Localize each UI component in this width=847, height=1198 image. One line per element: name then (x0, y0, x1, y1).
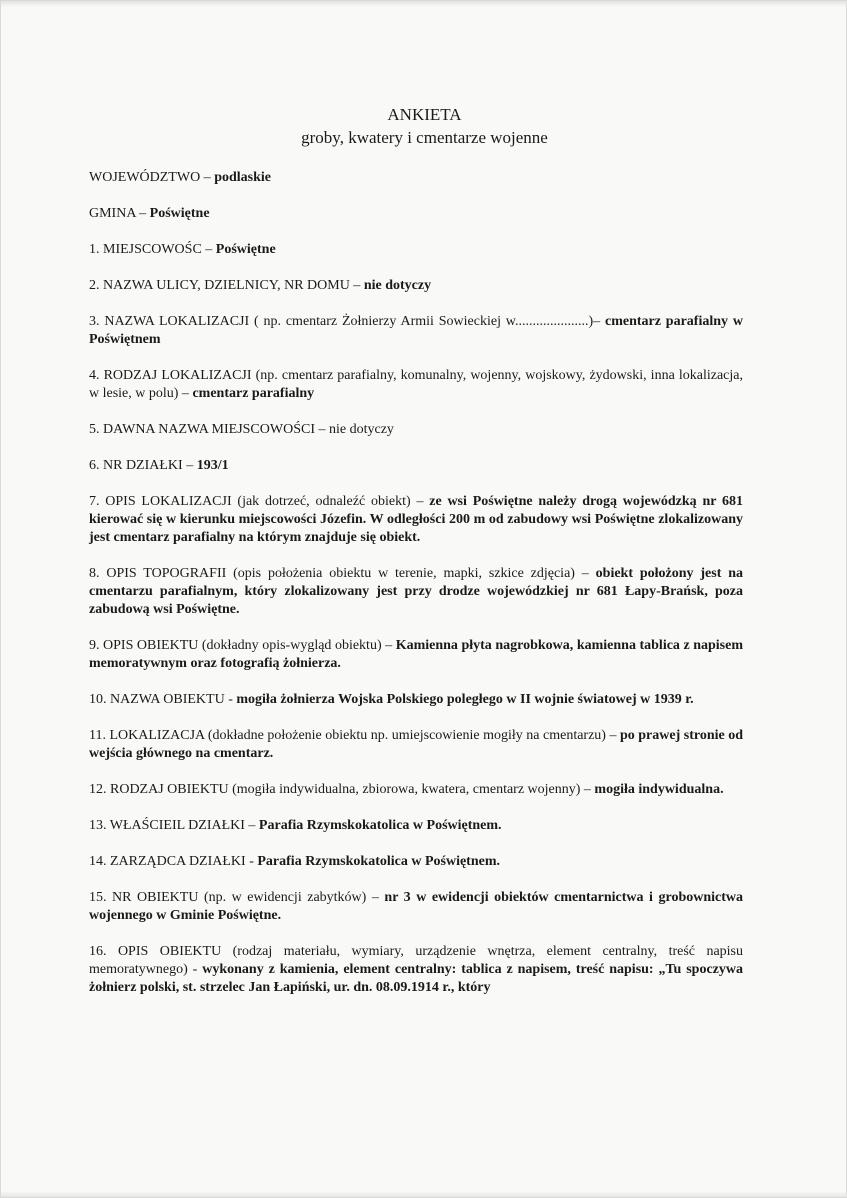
document-title: ANKIETA (387, 105, 462, 124)
field-rodzaj-lokalizacji (89, 367, 743, 403)
document-subtitle: groby, kwatery i cmentarze wojenne (301, 128, 548, 147)
field-value: cmentarz parafialny w Poświętnem (89, 314, 743, 347)
field-label: 14. ZARZĄDCA DZIAŁKI - (89, 854, 258, 869)
scan-edge-bottom (1, 1191, 847, 1197)
field-wojewodztwo (89, 169, 743, 187)
field-label: WOJEWÓDZTWO – (89, 170, 215, 185)
field-lokalizacja (89, 727, 743, 763)
field-opis-topografii (89, 565, 743, 619)
field-label: 9. OPIS OBIEKTU (dokładny opis-wygląd obiektu) – (89, 638, 396, 653)
field-label: 13. WŁAŚCIEIL DZIAŁKI – (89, 818, 259, 833)
field-value: nr 3 w ewidencji obiektów cmentarnictwa i grobownictwa wojennego w Gminie Poświętne. (89, 890, 743, 923)
field-value: ze wsi Poświętne należy drogą wojewódzką nr 681 kierować się w kierunku miejscowości Józefin. W odległości 200 m od zabudowy wsi Poświętne zlokalizowany jest cmentarz parafialny na którym znajduje się obiekt. (89, 494, 743, 545)
field-opis-obiektu-wyglad (89, 637, 743, 673)
field-label: 15. NR OBIEKTU (np. w ewidencji zabytków) – (89, 890, 385, 905)
field-value: po prawej stronie od wejścia głównego na cmentarz. (89, 728, 743, 761)
field-value: Poświętne (149, 206, 210, 221)
field-label: GMINA – (89, 206, 150, 221)
scan-edge-top (1, 1, 847, 7)
field-label: 2. NAZWA ULICY, DZIELNICY, NR DOMU – (89, 278, 364, 293)
field-gmina (89, 205, 743, 223)
field-opis-obiektu-material (89, 943, 743, 997)
field-value: podlaskie (214, 170, 271, 185)
field-value: 193/1 (196, 458, 229, 473)
field-label: 6. NR DZIAŁKI – (89, 458, 197, 473)
survey-content (89, 169, 743, 1015)
field-value: nie dotyczy (363, 278, 432, 293)
field-zarzadca-dzialki (89, 853, 743, 871)
field-label: 10. NAZWA OBIEKTU - (89, 692, 237, 707)
field-nazwa-ulicy (89, 277, 743, 295)
field-value: mogiła żołnierza Wojska Polskiego poległego w II wojnie światowej w 1939 r. (236, 692, 694, 707)
field-value: Parafia Rzymskokatolica w Poświętnem. (258, 818, 502, 833)
field-value: obiekt położony jest na cmentarzu parafialnym, który zlokalizowany jest przy drodze wojewódzkiej nr 681 Łapy-Brańsk, poza zabudową wsi Poświętne. (89, 566, 743, 617)
field-nazwa-obiektu (89, 691, 743, 709)
field-label: 8. OPIS TOPOGRAFII (opis położenia obiektu w terenie, mapki, szkice zdjęcia) – (89, 566, 596, 581)
field-value: Parafia Rzymskokatolica w Poświętnem. (257, 854, 501, 869)
field-value: Poświętne (215, 242, 276, 257)
field-wlasciciel-dzialki (89, 817, 743, 835)
field-label: 12. RODZAJ OBIEKTU (mogiła indywidualna, zbiorowa, kwatera, cmentarz wojenny) – (89, 782, 595, 797)
field-label: 16. OPIS OBIEKTU (rodzaj materiału, wymiary, urządzenie wnętrza, element centralny, treść napisu memoratywnego) - (89, 944, 743, 977)
field-rodzaj-obiektu (89, 781, 743, 799)
field-nazwa-lokalizacji (89, 313, 743, 349)
field-value: cmentarz parafialny (192, 386, 315, 401)
field-nr-obiektu (89, 889, 743, 925)
field-nr-dzialki (89, 457, 743, 475)
field-label: 5. DAWNA NAZWA MIEJSCOWOŚCI – nie dotyczy (89, 422, 394, 437)
field-label: 4. RODZAJ LOKALIZACJI (np. cmentarz parafialny, komunalny, wojenny, wojskowy, żydowski, inna lokalizacja, w lesie, w polu) – (89, 368, 743, 401)
field-dawna-nazwa (89, 421, 743, 439)
field-label: 11. LOKALIZACJA (dokładne położenie obiektu np. umiejscowienie mogiły na cmentarzu) – (89, 728, 620, 743)
field-value: Kamienna płyta nagrobkowa, kamienna tablica z napisem memoratywnym oraz fotografią żołnierza. (89, 638, 744, 671)
field-label: 1. MIEJSCOWOŚC – (89, 242, 216, 257)
field-opis-lokalizacji (89, 493, 743, 547)
field-miejscowosc (89, 241, 743, 259)
field-value: mogiła indywidualna. (594, 782, 724, 797)
field-label: 7. OPIS LOKALIZACJI (jak dotrzeć, odnaleźć obiekt) – (89, 494, 430, 509)
title-block (1, 105, 847, 149)
field-label: 3. NAZWA LOKALIZACJI ( np. cmentarz Żołnierzy Armii Sowieckiej w.....................)– (89, 314, 605, 329)
field-value: wykonany z kamienia, element centralny: tablica z napisem, treść napisu: „Tu spoczywa żołnierz polski, st. strzelec Jan Łapiński, ur. dn. 08.09.1914 r., który (89, 962, 743, 995)
